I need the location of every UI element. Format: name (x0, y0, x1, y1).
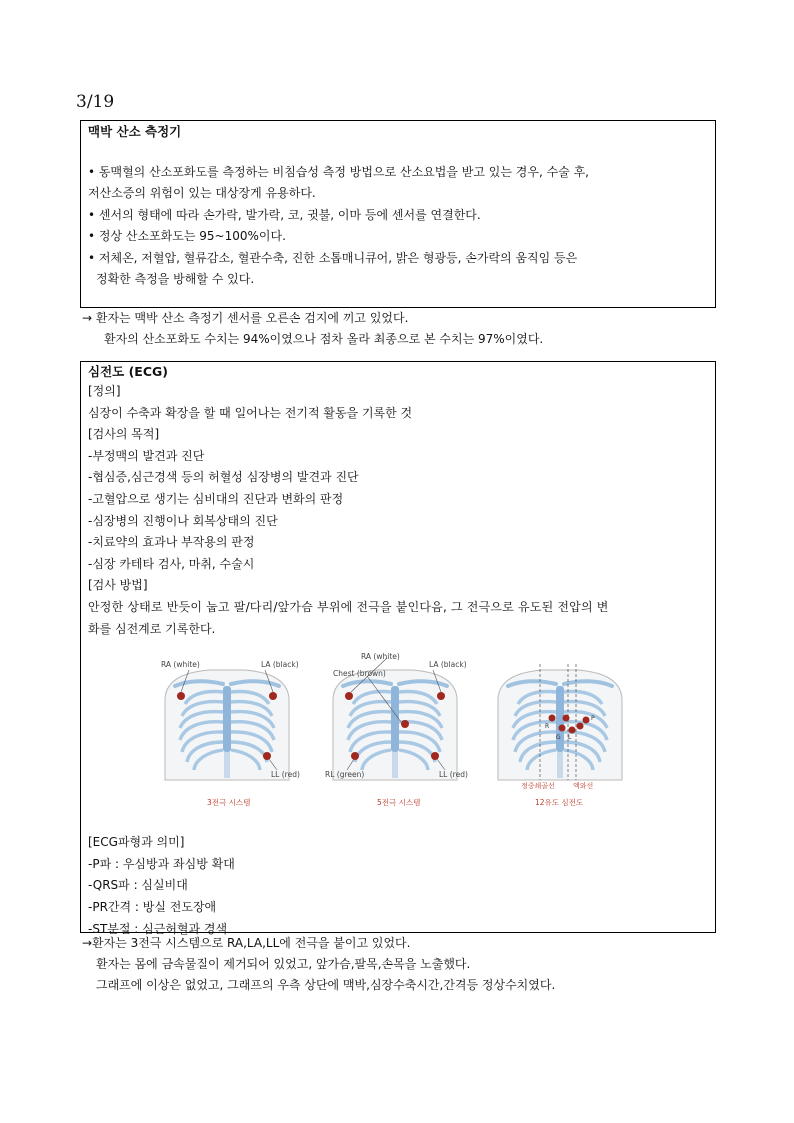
caption-three-lead: 3전극 시스템 (207, 798, 251, 808)
ecg-line: -QRS파 : 심실비대 (88, 878, 188, 893)
la-electrode-icon (269, 692, 277, 700)
note-line: →환자는 3전극 시스템으로 RA,LA,LL에 전극을 붙이고 있었다. (82, 936, 411, 950)
label-ra-white: RA (white) (161, 660, 200, 670)
label-ll-red-5: LL (red) (439, 770, 468, 780)
note-line: → 환자는 맥박 산소 측정기 센서를 오른손 검지에 끼고 있었다. (82, 311, 409, 325)
ecg-box (80, 361, 716, 936)
ecg-line: -고혈압으로 생기는 심비대의 진단과 변화의 판정 (88, 491, 344, 506)
v2-electrode-icon (563, 715, 570, 722)
label-r: R (545, 723, 550, 731)
ecg-title: 심전도 (ECG) (88, 364, 168, 379)
ecg-electrode-diagram (155, 650, 630, 818)
ecg-line: -부정맥의 발견과 진단 (88, 448, 205, 463)
la-electrode-icon (437, 692, 445, 700)
label-ll-red: LL (red) (271, 770, 300, 780)
ecg-line: [검사의 목적] (88, 427, 160, 442)
caption-five-lead: 5전극 시스템 (377, 798, 421, 808)
label-midclavicular: 정중쇄골선 (521, 782, 555, 791)
note-line: 환자의 산소포화도 수치는 94%이였으나 점차 올라 최종으로 본 수치는 97%이였다. (104, 332, 544, 346)
label-la-black: LA (black) (261, 660, 299, 670)
ecg-line: [검사 방법] (88, 578, 148, 593)
ecg-line: -P파 : 우심방과 좌심방 확대 (88, 856, 235, 871)
rl-electrode-icon (351, 752, 359, 760)
v3-electrode-icon (559, 725, 566, 732)
ecg-line: -치료약의 효과나 부작용의 판정 (88, 535, 255, 550)
ribcage-diagram (155, 650, 630, 818)
label-g: G (556, 734, 561, 742)
ecg-line: -협심증,심근경색 등의 허혈성 심장병의 발견과 진단 (88, 470, 359, 485)
oximetry-line: 정확한 측정을 방해할 수 있다. (96, 272, 255, 287)
label-chest-brown: Chest (brown) (333, 669, 386, 679)
ll-electrode-icon (431, 752, 439, 760)
ecg-line: -PR간격 : 방실 전도장애 (88, 899, 217, 914)
oximetry-line: • 센서의 형태에 따라 손가락, 발가락, 코, 귓불, 이마 등에 센서를 연결한다. (88, 207, 481, 222)
ecg-line: 심장이 수축과 확장을 할 때 일어나는 전기적 활동을 기록한 것 (88, 405, 413, 420)
three-lead-figure (165, 670, 289, 780)
ecg-line: -심장병의 진행이나 회복상태의 진단 (88, 513, 278, 528)
v6-electrode-icon (583, 717, 590, 724)
page-number: 3/19 (76, 92, 115, 112)
label-ra-white-5: RA (white) (361, 652, 400, 662)
ra-electrode-icon (177, 692, 185, 700)
caption-twelve-lead: 12유도 심전도 (535, 798, 584, 808)
v5-electrode-icon (577, 723, 584, 730)
note-line: 그래프에 이상은 없었고, 그래프의 우측 상단에 맥박,심장수축시간,간격등 정상수치였다. (96, 978, 556, 992)
ecg-line: [ECG파형과 의미] (88, 835, 185, 850)
pulse-oximetry-box (80, 120, 716, 308)
ll-electrode-icon (263, 752, 271, 760)
v1-electrode-icon (549, 715, 556, 722)
oximetry-line: 저산소증의 위험이 있는 대상장게 유용하다. (88, 186, 316, 201)
oximetry-line: • 동맥혈의 산소포화도를 측정하는 비침습성 측정 방법으로 산소요법을 받고 있는 경우, 수술 후, (88, 165, 589, 179)
label-la-black-5: LA (black) (429, 660, 467, 670)
ra-electrode-icon (345, 692, 353, 700)
ecg-line: -심장 카테타 검사, 마취, 수술시 (88, 556, 255, 571)
label-l: L (568, 734, 572, 742)
oximetry-line: • 저체온, 저혈압, 혈류감소, 혈관수축, 진한 소톱매니큐어, 밝은 형광등, 손가락의 움직임 등은 (88, 250, 578, 265)
pulse-oximetry-title: 맥박 산소 측정기 (88, 124, 182, 139)
v4-electrode-icon (569, 727, 576, 734)
ecg-line: [정의] (88, 384, 121, 398)
label-p: P (591, 715, 595, 723)
oximetry-line: • 정상 산소포화도는 95~100%이다. (88, 229, 286, 244)
label-axillary: 액와선 (573, 782, 594, 791)
ecg-line: 안정한 상태로 반듯이 눕고 팔/다리/앞가슴 부위에 전극을 붙인다음, 그 전극으로 유도된 전압의 변 (88, 599, 609, 614)
note-line: 환자는 몸에 금속물질이 제거되어 있었고, 앞가슴,팔목,손목을 노출했다. (96, 957, 471, 971)
label-rl-green: RL (green) (325, 770, 365, 780)
ecg-line: -ST분절 : 심근허혈과 경색 (88, 921, 228, 936)
ecg-line: 화를 심전계로 기록한다. (88, 621, 216, 636)
twelve-lead-figure (498, 664, 622, 780)
chest-electrode-icon (401, 720, 409, 728)
